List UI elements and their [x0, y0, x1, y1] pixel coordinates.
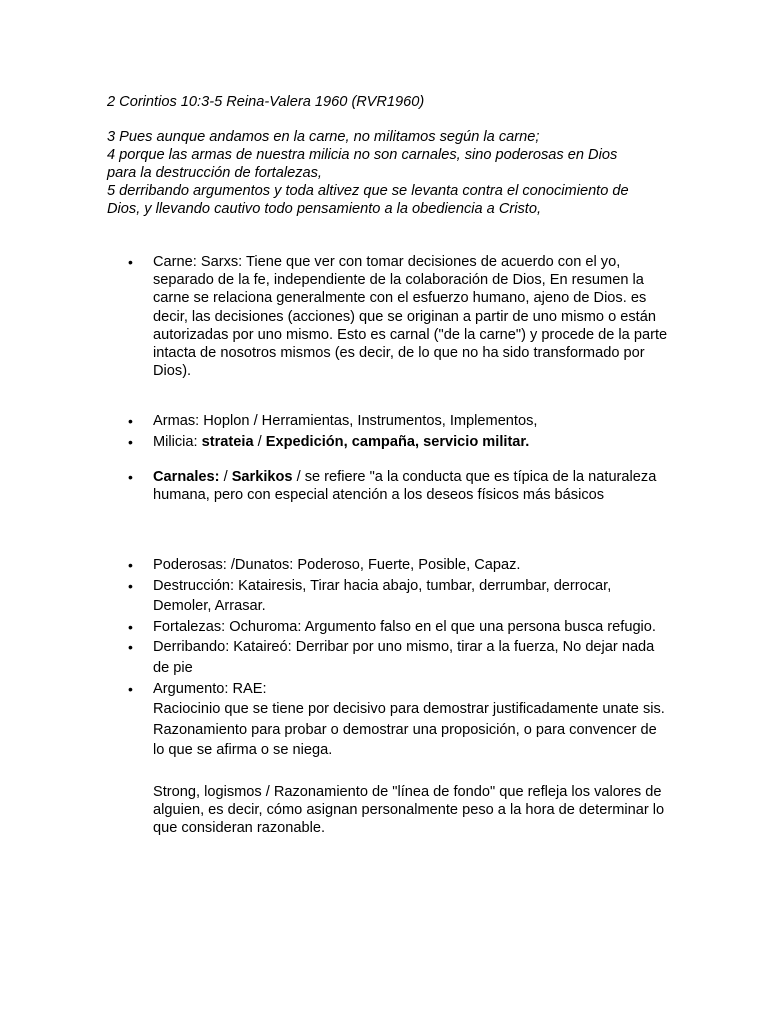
verse-line: 3 Pues aunque andamos en la carne, no militamos según la carne; — [107, 129, 540, 145]
bullet-icon: • — [128, 254, 133, 270]
bullet-icon: • — [128, 433, 133, 450]
bullet-icon: • — [128, 680, 133, 697]
list-armas-milicia — [128, 411, 668, 452]
bullet-icon: • — [128, 413, 133, 429]
page-title: 2 Corintios 10:3-5 Reina-Valera 1960 (RVR1960) — [107, 94, 425, 110]
carnales-label: Carnales: — [153, 469, 220, 485]
verse-line: 5 derribando argumentos y toda altivez que se levanta contra el conocimiento de — [107, 183, 629, 199]
carne-definition: Carne: Sarxs: Tiene que ver con tomar decisiones de acuerdo con el yo, separado de la fe, independiente de la colaboración de Dios, En resumen la carne se relaciona generalmente con el esfuerzo humano, ajeno de Dios. es decir, las decisiones (acciones) que se originan a partir de uno mismo o están autorizadas por uno mismo. Esto es carnal ("de la carne") y procede de la parte intacta de nosotros mismos (es decir, de lo que no ha sido transformado por Dios). — [153, 254, 668, 380]
carnales-sep: / — [219, 469, 232, 485]
verse-block — [107, 128, 667, 218]
list-carnales — [128, 468, 668, 504]
bullet-icon: • — [128, 577, 133, 594]
bullet-icon: • — [128, 639, 133, 656]
milicia-label: Milicia: — [153, 433, 202, 450]
verse-line: para la destrucción de fortalezas, — [107, 165, 322, 181]
list-item-milicia — [128, 432, 668, 453]
carnales-term: Sarkikos — [231, 469, 293, 485]
list-item-carnales — [128, 468, 668, 504]
definition-text: Derribando: Kataireó: Derribar por uno mismo, tirar a la fuerza, No dejar nada de pie — [153, 639, 655, 676]
bullet-icon: • — [128, 618, 133, 635]
list-item-carne — [128, 253, 668, 380]
milicia-sep: / — [253, 433, 266, 450]
spacer — [153, 761, 668, 781]
verse-line: Dios, y llevando cautivo todo pensamiento a la obediencia a Cristo, — [107, 201, 542, 217]
bullet-icon: • — [128, 557, 133, 573]
carnales-definition: / se refiere "a la conducta que es típica de la naturaleza humana, pero con especial atención a los deseos físicos más básicos — [153, 469, 657, 504]
definition-text: Poderosas: /Dunatos: Poderoso, Fuerte, Posible, Capaz. — [153, 557, 521, 573]
argumento-def-2: Razonamiento para probar o demostrar una proposición, o para convencer de lo que se afirma o se niega. — [153, 721, 657, 759]
argumento-strong: Strong, logismos / Razonamiento de "línea de fondo" que refleja los valores de alguien, es decir, cómo asignan personalmente peso a la hora de determinar lo que consideran razonable. — [153, 783, 665, 837]
definition-text: Fortalezas: Ochuroma: Argumento falso en el que una persona busca refugio. — [153, 618, 656, 635]
argumento-def-1: Raciocinio que se tiene por decisivo para demostrar justificadamente unate sis. — [153, 701, 665, 718]
list-item-poderosas — [128, 555, 668, 576]
definition-text: Destrucción: Katairesis, Tirar hacia abajo, tumbar, derrumbar, derrocar, Demoler, Arrasar. — [153, 577, 612, 615]
list-item-argumento — [128, 679, 668, 838]
bullet-icon: • — [128, 469, 133, 485]
list-item-armas — [128, 411, 668, 432]
milicia-meaning: Expedición, campaña, servicio militar. — [265, 433, 530, 450]
armas-definition: Armas: Hoplon / Herramientas, Instrumentos, Implementos, — [153, 413, 538, 429]
list-item-derribando — [128, 637, 668, 678]
milicia-term: strateia — [201, 433, 254, 450]
list-definitions — [128, 555, 668, 838]
argumento-label: Argumento: RAE: — [153, 680, 267, 697]
list-item-fortalezas — [128, 617, 668, 638]
list-carne — [128, 253, 668, 380]
list-item-destruccion — [128, 576, 668, 617]
verse-line: 4 porque las armas de nuestra milicia no son carnales, sino poderosas en Dios — [107, 147, 618, 163]
